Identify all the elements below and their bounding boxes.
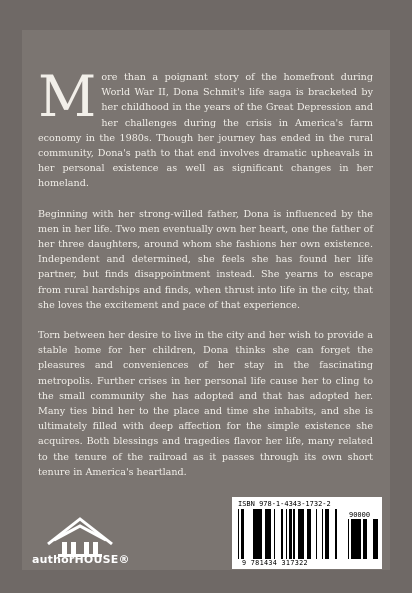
barcode-bars xyxy=(238,509,344,559)
blurb-paragraph-3: Torn between her desire to live in the city and her wish to provide a stable home for her children, Dona thinks she can forget the pleasures and conveniences of her stay in the fascinating metropolis. Further crises in her personal life cause her to cling to the small community she has adopted and that has adopted her. Many ties bind her to the place and time she inhabits, and she is ultimately filled with deep affection for the simple existence she acquires. Both blessings and tragedies flavor her life, many related to the tenure of the railroad as it passes through its own short tenure in America's heartland. xyxy=(38,330,373,478)
blurb-paragraph-1-text: ore than a poignant story of the homefront during World War II, Dona Schmit's life saga is bracketed by her childhood in the years of the Great Depression and her challenges during the crisis in America's farm economy in the 1980s. Though her journey has ended in the rural community, Dona's path to that end involves dramatic upheavals in her personal existence as well as significant changes in her homeland. xyxy=(38,72,373,190)
blurb-paragraph-2: Beginning with her strong-willed father, Dona is influenced by the men in her life. Two men eventually own her heart, one the father of her three daughters, around whom she fashions her own existence. Independent and determined, she feels she has found her life partner, but finds disappointment instead. She yearns to escape from rural hardships and finds, when thrust into life in the city, that she loves the excitement and pace of that experience. xyxy=(38,208,373,311)
blurb-paragraph-1 xyxy=(38,64,373,192)
barcode-number: 9 781434 317322 xyxy=(242,559,308,567)
publisher-name: authorHOUSE® xyxy=(32,553,130,566)
blurb xyxy=(38,64,373,495)
barcode xyxy=(232,497,382,569)
drop-cap: M xyxy=(38,64,97,130)
barcode-addon-bars xyxy=(348,519,378,559)
isbn-label: ISBN 978-1-4343-1732-2 xyxy=(238,500,331,508)
barcode-addon-number: 90000 xyxy=(349,511,371,519)
